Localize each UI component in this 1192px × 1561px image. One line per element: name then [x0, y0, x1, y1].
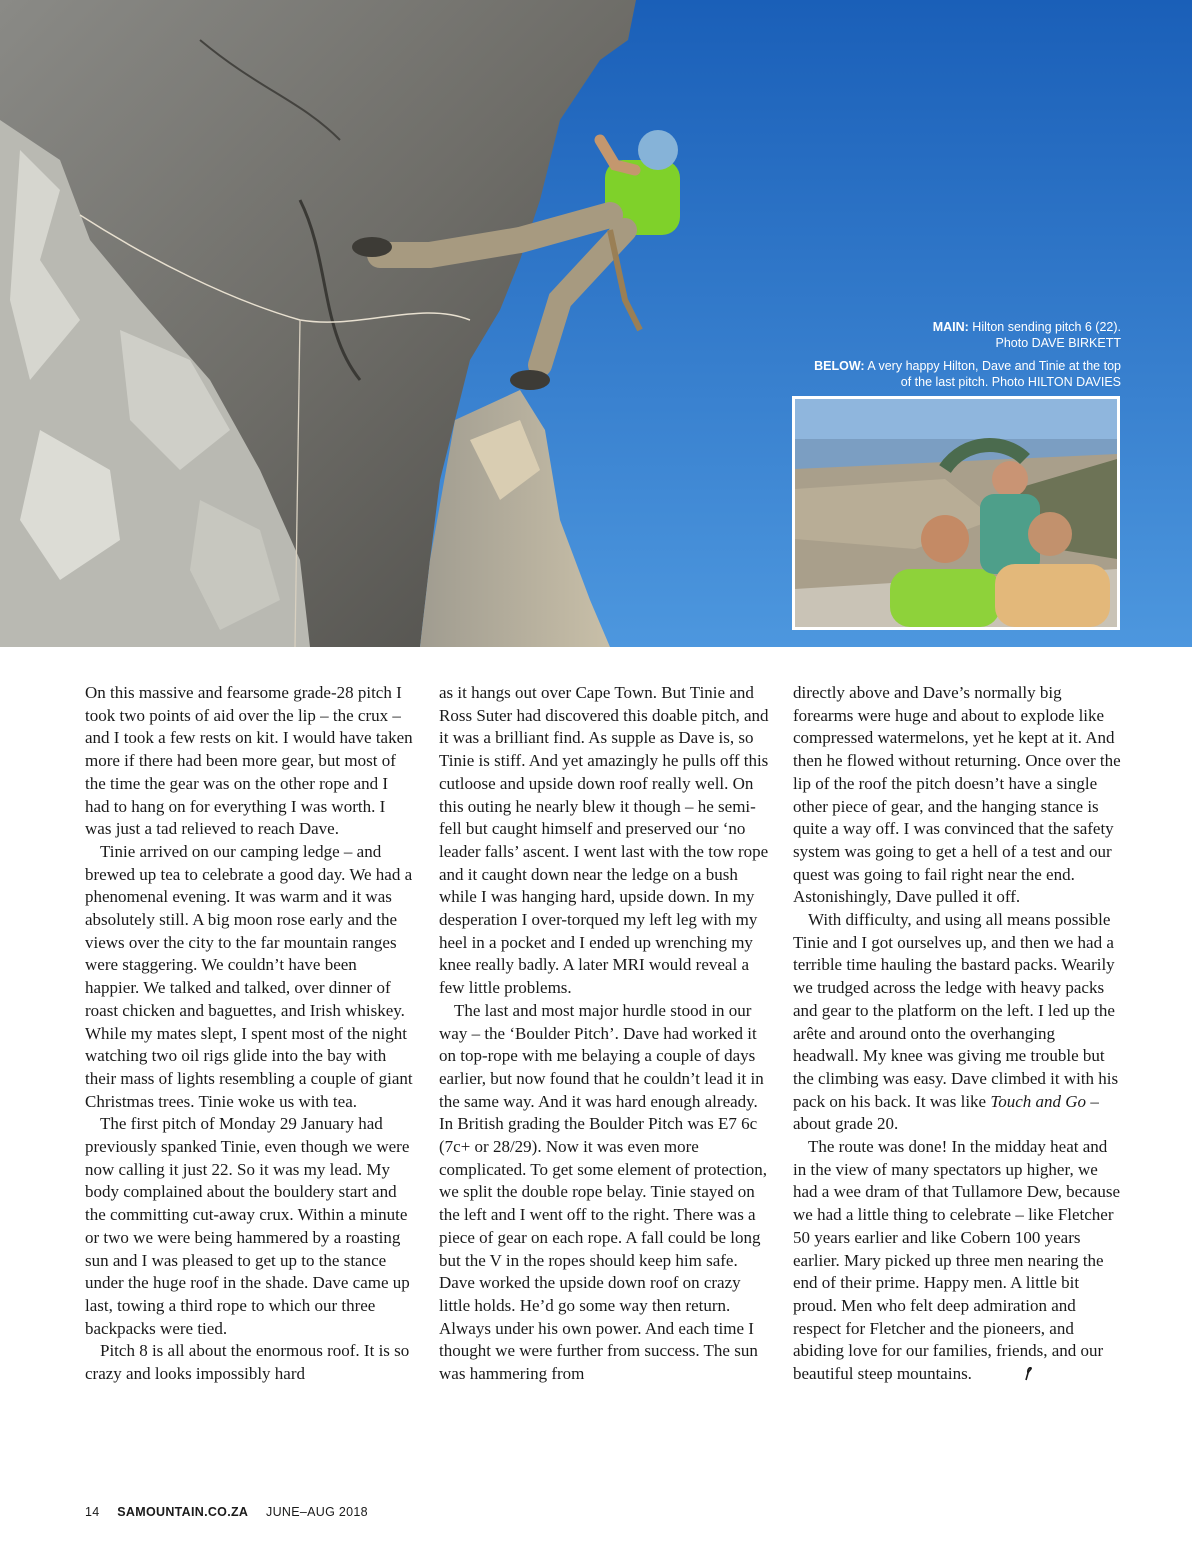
paragraph: The route was done! In the midday heat and in the view of many spectators up higher, we had a wee dram of that Tullamore Dew, because we had a little thing to celebrate – like Fletcher 50 years earlier and like Cobern 100 years earlier. Mary picked up three men nearing the end of their prime. Happy men. A little bit proud. Men who felt deep admiration and respect for Fletcher and the pioneers, and abiding love for our families, friends, and our beautiful steep mountains. [793, 1137, 1120, 1384]
paragraph: On this massive and fearsome grade-28 pitch I took two points of aid over the lip – the crux – and I took a few rests on kit. I would have taken more if there had been more gear, but most of the time the gear was on the other rope and I had to hang on for everything I was worth. I was just a tad relieved to reach Dave. [85, 683, 413, 839]
text-column-3 [793, 682, 1123, 1386]
paragraph: The last and most major hurdle stood in our way – the ‘Boulder Pitch’. Dave had worked it on top-rope with me belaying a couple of days earlier, but now found that he couldn’t lead it in the same way. And it was hard enough already. In British grading the Boulder Pitch was E7 6c (7c+ or 28/29). Now it was even more complicated. To get some element of protection, we split the double rope belay. Tinie stayed on the left and I went off to the right. There was a piece of gear on each rope. A fall could be long but the V in the ropes should keep him safe. Dave worked the upside down roof on crazy little holds. He’d go some way then return. Always under his own power. And each time I thought we were further from success. The sun was hammering from [439, 1000, 768, 1384]
text-column-1 [85, 682, 415, 1386]
paragraph: Pitch 8 is all about the enormous roof. It is so crazy and looks impossibly hard [85, 1341, 410, 1384]
photo-caption [761, 319, 1121, 397]
summit-photo-illustration [795, 399, 1117, 627]
paragraph: directly above and Dave’s normally big forearms were huge and about to explode like compressed watermelons, yet he kept at it. And then he flowed without returning. Once over the lip of the roof the pitch doesn’t have a single other piece of gear, and the hanging stance is quite a way off. I was convinced that the safety system was going to get a hell of a test and our quest was going to fail right near the end. Astonishingly, Dave pulled it off. [793, 683, 1121, 907]
paragraph: The first pitch of Monday 29 January had previously spanked Tinie, even though we were now calling it just 22. So it was my lead. My body complained about the bouldery start and the committing cut-away crux. Within a minute or two we were being hammered by a roasting sun and I was pleased to get up to the stance under the huge roof in the shade. Dave came up last, towing a third rope to which our three backpacks were tied. [85, 1114, 410, 1338]
inset-photo [792, 396, 1120, 630]
end-mark-icon [1022, 1367, 1034, 1381]
issue-date: JUNE–AUG 2018 [266, 1505, 368, 1519]
paragraph: With difficulty, and using all means possible Tinie and I got ourselves up, and then we had a terrible time hauling the bastard packs. Wearily we trudged across the ledge with heavy packs and gear to the platform on the left. I led up the arête and around onto the overhanging headwall. My knee was giving me trouble but the climbing was easy. Dave climbed it with his pack on his back. It was like Touch and Go – about grade 20. [793, 910, 1119, 1134]
below-caption: BELOW: A very happy Hilton, Dave and Tinie at the top of the last pitch. Photo HILTON DAVIES [814, 359, 1121, 389]
paragraph: as it hangs out over Cape Town. But Tinie and Ross Suter had discovered this doable pitch, and it was a brilliant find. As supple as Dave is, so Tinie is stiff. And yet amazingly he pulls off this cutloose and upside down roof really well. On this outing he nearly blew it though – he semi-fell but caught himself and preserved our ‘no leader falls’ ascent. I went last with the tow rope and it caught down near the ledge on a bush while I was hanging hard, upside down. In my desperation I over-torqued my left leg with my heel in a pocket and I ended up wrenching my knee really badly. A later MRI would reveal a few little problems. [439, 683, 769, 998]
italic-title: Touch and Go [990, 1091, 1087, 1111]
main-caption: MAIN: Hilton sending pitch 6 (22). Photo DAVE BIRKETT [932, 320, 1121, 350]
site-name: SAMOUNTAIN.CO.ZA [117, 1505, 249, 1519]
page-number: 14 [85, 1505, 100, 1519]
page-footer [85, 1505, 382, 1519]
paragraph: Tinie arrived on our camping ledge – and brewed up tea to celebrate a good day. We had a phenomenal evening. It was warm and it was absolutely still. A big moon rose early and the views over the city to the far mountain ranges were staggering. We couldn’t have been happier. We talked and talked, over dinner of roast chicken and baguettes, and Irish whiskey. While my mates slept, I spent most of the night watching two oil rigs glide into the bay with their mass of lights resembling a couple of giant Christmas trees. Tinie woke us with tea. [85, 841, 413, 1111]
text-column-2 [439, 682, 769, 1386]
main-photo [0, 0, 1192, 647]
